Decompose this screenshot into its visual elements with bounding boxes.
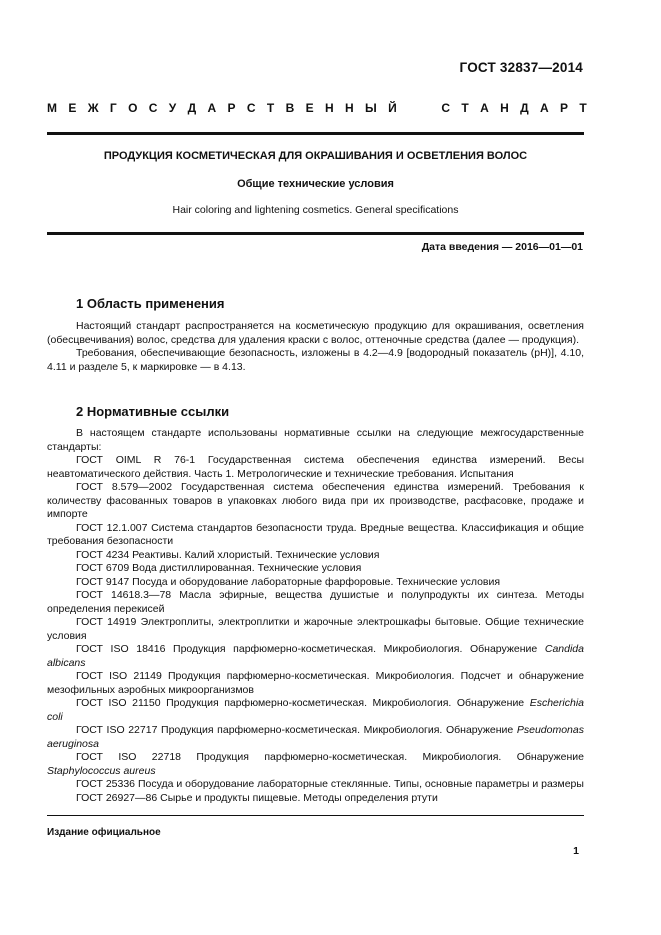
reference-text: ГОСТ ISO 22717 Продукция парфюмерно-косметическая. Микробиология. Обнаружение — [76, 724, 517, 736]
reference-item — [47, 778, 584, 792]
page-number: 1 — [573, 845, 579, 857]
reference-organism-name: Pseudomonas aeruginosa — [47, 724, 584, 750]
document-title: ПРОДУКЦИЯ КОСМЕТИЧЕСКАЯ ДЛЯ ОКРАШИВАНИЯ И ОСВЕТЛЕНИЯ ВОЛОС — [103, 150, 528, 162]
reference-item — [47, 616, 584, 643]
reference-item — [47, 589, 584, 616]
reference-text: ГОСТ 26927—86 Сырье и продукты пищевые. Методы определения ртути — [76, 791, 438, 804]
banner-letter: Ж — [87, 101, 99, 115]
banner-letter: А — [207, 101, 217, 115]
section-2-intro: В настоящем стандарте использованы нормативные ссылки на следующие межгосударственные стандарты: — [47, 427, 584, 453]
banner-letter: Г — [109, 101, 117, 115]
reference-text: ГОСТ 14618.3—78 Масла эфирные, вещества душистые и полупродукты их синтеза. Методы определения перекисей — [47, 589, 584, 615]
document-number: ГОСТ 32837—2014 — [459, 60, 583, 75]
reference-item — [47, 792, 584, 806]
banner-letter: Т — [266, 101, 275, 115]
reference-item — [47, 522, 584, 549]
reference-text: ГОСТ 14919 Электроплиты, электроплитки и жарочные электрошкафы бытовые. Общие технические условия — [47, 616, 584, 642]
banner-letter: Н — [324, 101, 334, 115]
reference-item — [47, 670, 584, 697]
reference-item — [47, 562, 584, 576]
banner-letter: Р — [560, 101, 569, 115]
section-1-paragraph: Настоящий стандарт распространяется на косметическую продукцию для окрашивания, осветления (обесцвечивания) волос, средства для удаления краски с волос, оттеночные средства (далее — продукция). — [47, 320, 584, 346]
top-divider — [47, 132, 584, 135]
title-divider — [47, 232, 584, 235]
reference-item — [47, 549, 584, 563]
reference-item — [47, 576, 584, 590]
reference-text: ГОСТ 9147 Посуда и оборудование лабораторные фарфоровые. Технические условия — [76, 575, 501, 588]
banner-letter: С — [246, 101, 256, 115]
banner-letter: Н — [500, 101, 509, 115]
section-1-heading: 1 Область применения — [76, 296, 225, 311]
document-subtitle: Общие технические условия — [237, 178, 394, 190]
references-list — [47, 454, 584, 805]
banner-letter: О — [128, 101, 138, 115]
banner-letter: Ы — [364, 101, 377, 115]
section-1-paragraph: Требования, обеспечивающие безопасность, изложены в 4.2—4.9 [водородный показатель (рН)], 4.10, 4.11 и разделе 5, к маркировке — в 4.13. — [47, 347, 584, 373]
reference-item — [47, 724, 584, 751]
banner-letter: В — [285, 101, 295, 115]
section-2-body — [47, 427, 584, 805]
reference-organism-name: Candida albicans — [47, 643, 584, 669]
edition-note: Издание официальное — [47, 827, 161, 838]
reference-organism-name: Staphylococcus aureus — [47, 764, 156, 777]
section-1-body — [47, 320, 584, 374]
reference-text: ГОСТ ISO 21150 Продукция парфюмерно-косметическая. Микробиология. Обнаружение — [76, 697, 530, 709]
reference-organism-name: Escherichia coli — [47, 697, 584, 723]
section-2-heading: 2 Нормативные ссылки — [76, 404, 230, 419]
reference-item — [47, 481, 584, 522]
reference-text: ГОСТ 8.579—2002 Государственная система обеспечения единства измерений. Требования к количеству фасованных товаров в упаковках любого вида при их производстве, расфасовке, продаже и импорте — [47, 481, 584, 520]
reference-text: ГОСТ 25336 Посуда и оборудование лабораторные стеклянные. Типы, основные параметры и размеры — [76, 778, 584, 790]
banner-letter: С — [148, 101, 158, 115]
banner-letter: Т — [579, 101, 587, 115]
banner-word-gap — [408, 101, 430, 115]
english-title: Hair coloring and lightening cosmetics. General specifications — [172, 204, 459, 216]
banner-letter: Д — [520, 101, 529, 115]
banner-letter: С — [441, 101, 451, 115]
banner-letter: Т — [461, 101, 469, 115]
banner-letter: У — [168, 101, 177, 115]
reference-item — [47, 697, 584, 724]
reference-text: ГОСТ ISO 18416 Продукция парфюмерно-косметическая. Микробиология. Обнаружение — [76, 643, 545, 655]
banner-letter: Н — [344, 101, 354, 115]
reference-item — [47, 751, 584, 778]
reference-text: ГОСТ ISO 21149 Продукция парфюмерно-косметическая. Микробиология. Подсчет и обнаружение мезофильных аэробных микроорганизмов — [47, 670, 584, 696]
reference-text: ГОСТ ISO 22718 Продукция парфюмерно-косметическая. Микробиология. Обнаружение — [76, 751, 584, 763]
standard-banner — [47, 101, 587, 115]
banner-letter: М — [47, 101, 57, 115]
banner-letter: Д — [187, 101, 197, 115]
reference-item — [47, 643, 584, 670]
banner-letter: А — [540, 101, 549, 115]
banner-letter: Е — [305, 101, 314, 115]
footer-divider — [47, 815, 584, 816]
reference-text: ГОСТ OIML R 76-1 Государственная система обеспечения единства измерений. Весы неавтоматического действия. Часть 1. Метрологические и технические требования. Испытания — [47, 454, 584, 480]
banner-letter: Е — [68, 101, 77, 115]
reference-text: ГОСТ 12.1.007 Система стандартов безопасности труда. Вредные вещества. Классификация и общие требования безопасности — [47, 521, 584, 547]
reference-text: ГОСТ 4234 Реактивы. Калий хлористый. Технические условия — [76, 548, 380, 561]
reference-item — [47, 454, 584, 481]
banner-letter: Й — [388, 101, 397, 115]
introduction-date: Дата введения — 2016—01—01 — [421, 241, 583, 253]
banner-letter: А — [480, 101, 489, 115]
reference-text: ГОСТ 6709 Вода дистиллированная. Технические условия — [76, 562, 362, 574]
banner-letter: Р — [227, 101, 236, 115]
